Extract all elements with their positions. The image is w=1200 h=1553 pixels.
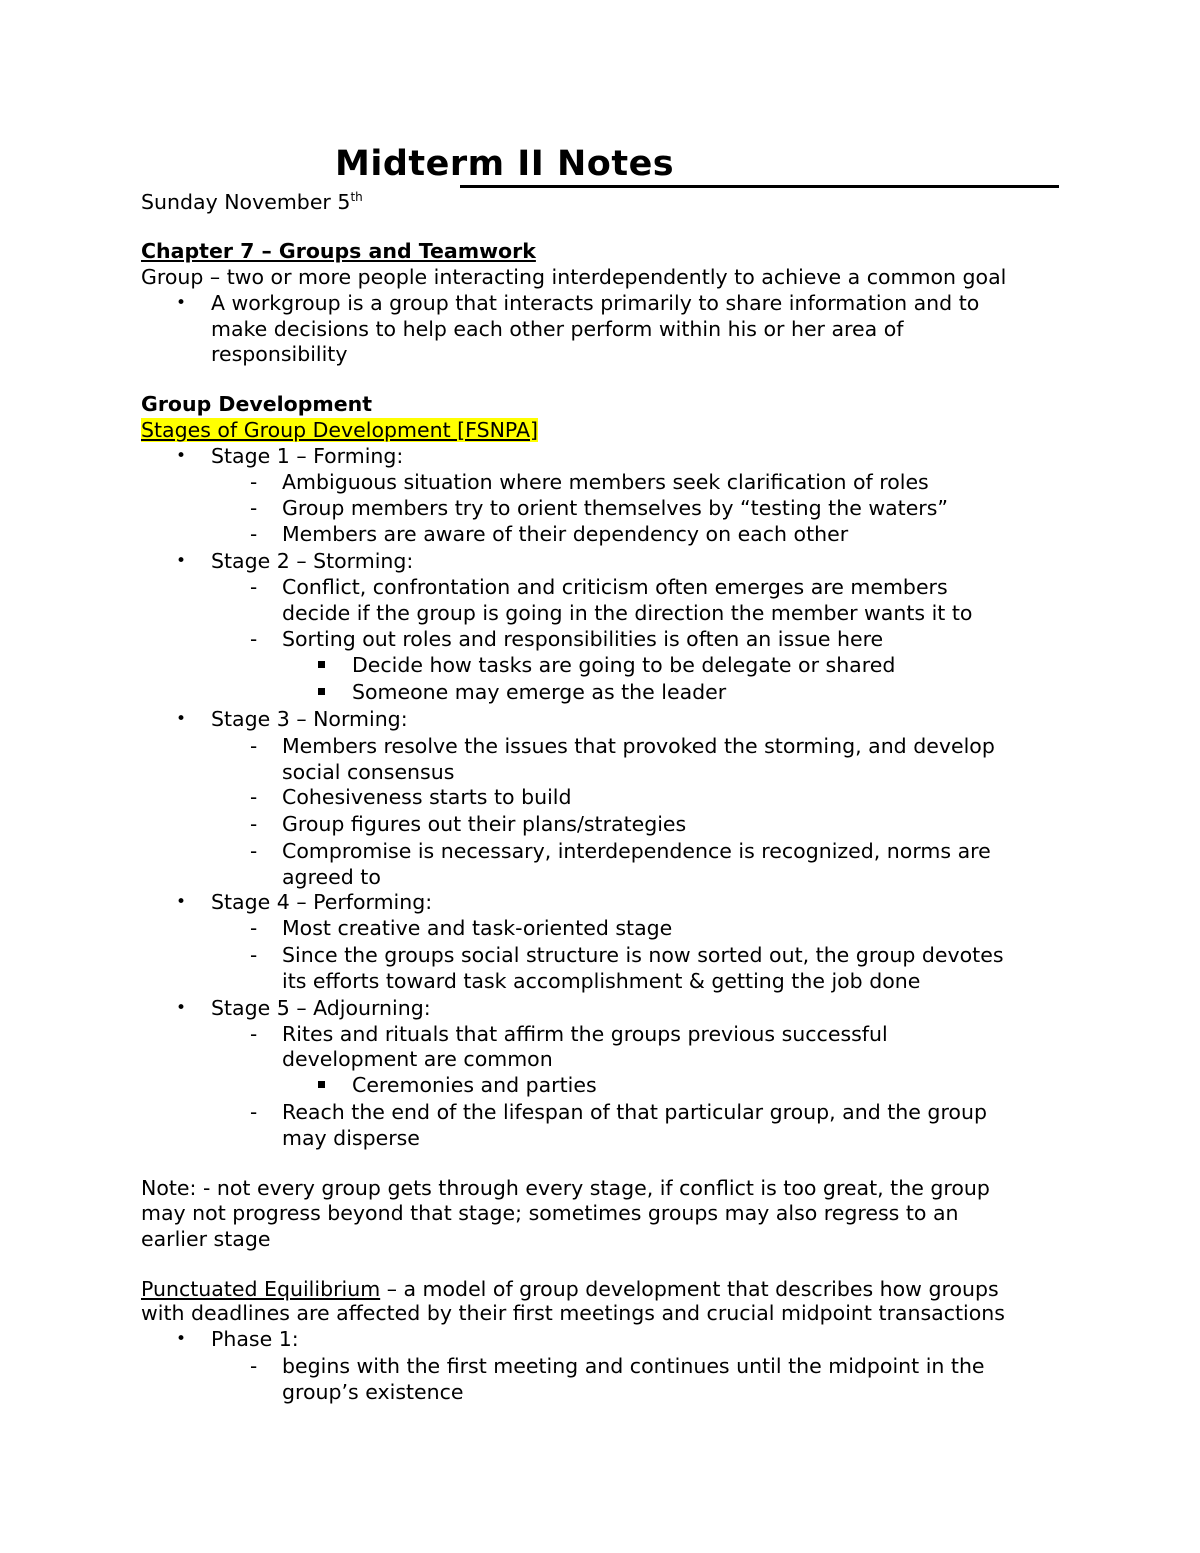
dash-glyph: - bbox=[250, 1100, 258, 1124]
punctuated-line-2: with deadlines are affected by their first meetings and crucial midpoint transactions bbox=[141, 1301, 1005, 1325]
stage4-item-2-line-1: Since the groups social structure is now sorted out, the group devotes bbox=[282, 943, 1004, 967]
dash-glyph: - bbox=[250, 470, 258, 494]
group-definition: Group – two or more people interacting interdependently to achieve a common goal bbox=[141, 265, 1007, 289]
stage4-item-1: Most creative and task-oriented stage bbox=[282, 916, 673, 940]
bullet-glyph: • bbox=[176, 551, 187, 571]
bullet-glyph: • bbox=[176, 892, 187, 912]
date-text: Sunday November 5 bbox=[141, 190, 351, 214]
stage2-item-1-line-2: decide if the group is going in the direction the member wants it to bbox=[282, 601, 973, 625]
bullet-glyph: • bbox=[176, 293, 187, 313]
page-title: Midterm II Notes bbox=[335, 144, 675, 184]
note-line-3: earlier stage bbox=[141, 1227, 271, 1251]
dash-glyph: - bbox=[250, 943, 258, 967]
dash-glyph: - bbox=[250, 916, 258, 940]
date-line bbox=[141, 189, 363, 215]
bullet-glyph: • bbox=[176, 998, 187, 1018]
stage5-item-2-line-2: may disperse bbox=[282, 1126, 420, 1150]
title-underline bbox=[460, 185, 1059, 188]
dash-glyph: - bbox=[250, 496, 258, 520]
dash-glyph: - bbox=[250, 627, 258, 651]
stage2-sub-1: Decide how tasks are going to be delegate or shared bbox=[352, 653, 896, 677]
stage4-label: Stage 4 – Performing: bbox=[211, 890, 433, 914]
group-development-heading: Group Development bbox=[141, 392, 373, 416]
stage4-item-2-line-2: its efforts toward task accomplishment & getting the job done bbox=[282, 969, 921, 993]
stage3-item-1-line-2: social consensus bbox=[282, 760, 455, 784]
stage5-item-2-line-1: Reach the end of the lifespan of that particular group, and the group bbox=[282, 1100, 987, 1124]
stage1-item-1: Ambiguous situation where members seek clarification of roles bbox=[282, 470, 929, 494]
stage2-label: Stage 2 – Storming: bbox=[211, 549, 414, 573]
dash-glyph: - bbox=[250, 575, 258, 599]
stage3-item-4-line-2: agreed to bbox=[282, 865, 381, 889]
stage5-label: Stage 5 – Adjourning: bbox=[211, 996, 431, 1020]
stage1-item-2: Group members try to orient themselves by “testing the waters” bbox=[282, 496, 949, 520]
square-bullet-icon bbox=[318, 661, 325, 668]
stage3-item-2: Cohesiveness starts to build bbox=[282, 785, 572, 809]
bullet-glyph: • bbox=[176, 1329, 187, 1349]
dash-glyph: - bbox=[250, 785, 258, 809]
punctuated-line-1 bbox=[141, 1276, 999, 1302]
stage2-item-2: Sorting out roles and responsibilities is often an issue here bbox=[282, 627, 884, 651]
phase1-item-line-2: group’s existence bbox=[282, 1380, 464, 1404]
stage1-label: Stage 1 – Forming: bbox=[211, 444, 404, 468]
stage5-item-1-line-2: development are common bbox=[282, 1047, 553, 1071]
note-line-2: may not progress beyond that stage; sometimes groups may also regress to an bbox=[141, 1201, 959, 1225]
stage1-item-3: Members are aware of their dependency on each other bbox=[282, 522, 849, 546]
stage3-item-4-line-1: Compromise is necessary, interdependence is recognized, norms are bbox=[282, 839, 991, 863]
phase1-item-line-1: begins with the first meeting and continues until the midpoint in the bbox=[282, 1354, 985, 1378]
stage3-item-1-line-1: Members resolve the issues that provoked the storming, and develop bbox=[282, 734, 995, 758]
stage5-item-1-line-1: Rites and rituals that affirm the groups previous successful bbox=[282, 1022, 888, 1046]
stage5-sub: Ceremonies and parties bbox=[352, 1073, 597, 1097]
dash-glyph: - bbox=[250, 1354, 258, 1378]
stages-heading bbox=[141, 417, 538, 443]
stage3-item-3: Group figures out their plans/strategies bbox=[282, 812, 687, 836]
dash-glyph: - bbox=[250, 812, 258, 836]
stage2-item-1-line-1: Conflict, confrontation and criticism often emerges are members bbox=[282, 575, 948, 599]
workgroup-line-2: make decisions to help each other perform within his or her area of bbox=[211, 317, 904, 341]
square-bullet-icon bbox=[318, 688, 325, 695]
dash-glyph: - bbox=[250, 839, 258, 863]
dash-glyph: - bbox=[250, 1022, 258, 1046]
stage3-label: Stage 3 – Norming: bbox=[211, 707, 408, 731]
punctuated-definition: – a model of group development that describes how groups bbox=[380, 1277, 999, 1301]
chapter-heading: Chapter 7 – Groups and Teamwork bbox=[141, 239, 536, 263]
square-bullet-icon bbox=[318, 1081, 325, 1088]
date-suffix: th bbox=[350, 190, 363, 205]
bullet-glyph: • bbox=[176, 446, 187, 466]
bullet-glyph: • bbox=[176, 709, 187, 729]
workgroup-line-1: A workgroup is a group that interacts primarily to share information and to bbox=[211, 291, 980, 315]
note-line-1: Note: - not every group gets through every stage, if conflict is too great, the group bbox=[141, 1176, 990, 1200]
stage2-sub-2: Someone may emerge as the leader bbox=[352, 680, 727, 704]
punctuated-term: Punctuated Equilibrium bbox=[141, 1277, 381, 1301]
stages-heading-highlight: Stages of Group Development [FSNPA] bbox=[141, 418, 539, 442]
workgroup-line-3: responsibility bbox=[211, 342, 348, 366]
dash-glyph: - bbox=[250, 734, 258, 758]
dash-glyph: - bbox=[250, 522, 258, 546]
phase1-label: Phase 1: bbox=[211, 1327, 299, 1351]
